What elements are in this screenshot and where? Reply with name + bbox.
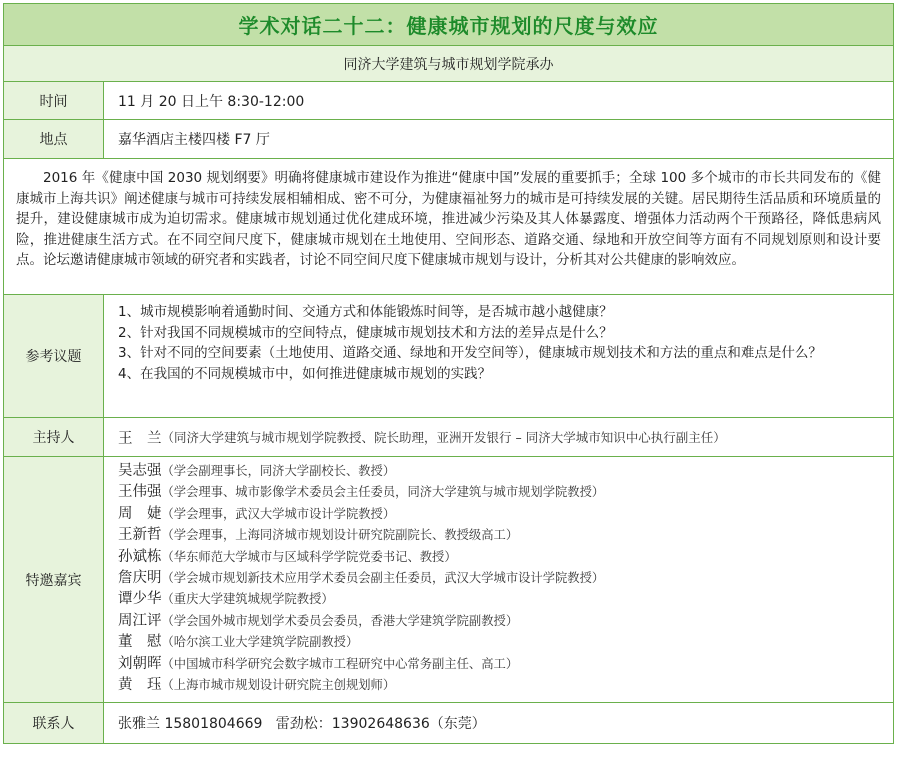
- guest-item: [118, 611, 893, 632]
- guest-item: [118, 675, 893, 696]
- guest-name: 吴志强: [118, 463, 162, 479]
- guest-desc: （上海市城市规划设计研究院主创规划师）: [161, 677, 396, 692]
- guest-name: 王新哲: [118, 527, 162, 544]
- time-row: [4, 82, 893, 120]
- guest-desc: （学会理事、城市影像学术委员会主任委员，同济大学建筑与城市规划学院教授）: [161, 485, 605, 500]
- guest-desc: （学会城市规划新技术应用学术委员会副主任委员，武汉大学城市设计学院教授）: [161, 570, 605, 585]
- guest-desc: （中国城市科学研究会数字城市工程研究中心常务副主任、高工）: [161, 656, 519, 671]
- topic-item: 2、针对我国不同规模城市的空间特点，健康城市规划技术和方法的差异点是什么？: [118, 324, 613, 341]
- guest-desc: （重庆大学建筑城规学院教授）: [161, 592, 334, 607]
- guest-name: 谭少华: [118, 591, 162, 608]
- topics-list: [104, 295, 893, 417]
- contact-label: 联系人: [4, 703, 104, 743]
- guest-name: 周江评: [118, 612, 162, 629]
- guest-item: [118, 654, 893, 675]
- guest-desc: （学会理事，武汉大学城市设计学院教授）: [161, 506, 396, 521]
- guest-desc: （华东师范大学城市与区域科学学院党委书记、教授）: [161, 549, 457, 564]
- place-value: 嘉华酒店主楼四楼 F7 厅: [118, 132, 270, 148]
- guest-item: [118, 461, 893, 482]
- time-value: 11 月 20 日上午 8:30-12:00: [118, 93, 305, 110]
- place-row: [4, 120, 893, 159]
- guest-name: 周 婕: [118, 505, 162, 522]
- topics-label: 参考议题: [4, 295, 104, 417]
- guest-name: 刘朝晖: [118, 655, 162, 672]
- guest-name: 董 慰: [118, 634, 162, 651]
- time-label: 时间: [4, 82, 104, 119]
- guest-desc: （学会副理事长，同济大学副校长、教授）: [161, 464, 396, 478]
- host-label: 主持人: [4, 418, 104, 456]
- topic-item: 3、针对不同的空间要素（土地使用、道路交通、绿地和开发空间等），健康城市规划技术和方法的重点和难点是什么？: [118, 345, 822, 361]
- guests-list: [104, 457, 893, 702]
- title-row: [4, 4, 893, 46]
- organizer-text: 同济大学建筑与城市规划学院承办: [343, 56, 554, 73]
- contact-row: [4, 703, 893, 743]
- page-title: 学术对话二十二：健康城市规划的尺度与效应: [238, 14, 659, 38]
- topics-row: [4, 295, 893, 418]
- guest-item: [118, 504, 893, 525]
- guest-name: 黄 珏: [118, 676, 162, 693]
- topic-item: 1、城市规模影响着通勤时间、交通方式和体能锻炼时间等，是否城市越小越健康？: [118, 304, 613, 320]
- guest-item: [118, 632, 893, 653]
- place-label: 地点: [4, 120, 104, 158]
- organizer-row: [4, 46, 893, 82]
- host-row: [4, 418, 893, 457]
- guest-item: [118, 482, 893, 503]
- guests-label: 特邀嘉宾: [4, 457, 104, 702]
- guest-desc: （哈尔滨工业大学建筑学院副教授）: [161, 635, 359, 650]
- guest-desc: （学会理事，上海同济城市规划设计研究院副院长、教授级高工）: [161, 528, 519, 543]
- guest-item: [118, 589, 893, 610]
- guest-name: 王伟强: [118, 484, 162, 501]
- host-name: 王 兰: [118, 430, 162, 447]
- host-desc: （同济大学建筑与城市规划学院教授、院长助理，亚洲开发银行 – 同济大学城市知识中心执行副主任）: [161, 430, 726, 445]
- guest-item: [118, 525, 893, 546]
- intro-paragraph: 2016 年《健康中国 2030 规划纲要》明确将健康城市建设作为推进“健康中国”发展的重要抓手；全球 100 多个城市的市长共同发布的《健康城市上海共识》阐述健康与城市可持续发展相辅相成、密不可分，为健康福祉努力的城市是可持续发展的关键。居民期待生活品质和环境质量的提升，建设健康城市成为迫切需求。健康城市规划通过优化建成环境，推进减少污染及其人体暴露度、增强体力活动两个干预路径，降低患病风险，推进健康生活方式。在不同空间尺度下，健康城市规划在土地使用、空间形态、道路交通、绿地和开放空间等方面有不同规划原则和设计要点。论坛邀请健康城市领域的研究者和实践者，讨论不同空间尺度下健康城市规划与设计，分析其对公共健康的影响效应。: [4, 159, 893, 295]
- guest-item: [118, 568, 893, 589]
- topic-item: 4、在我国的不同规模城市中，如何推进健康城市规划的实践？: [118, 365, 492, 382]
- guests-row: [4, 457, 893, 703]
- host-value: [104, 418, 893, 456]
- guest-desc: （学会国外城市规划学术委员会委员，香港大学建筑学院副教授）: [161, 613, 519, 628]
- guest-name: 孙斌栋: [118, 548, 162, 565]
- event-table: [3, 3, 894, 744]
- contact-value: 张雅兰 15801804669 雷劲松：13902648636（东莞）: [118, 716, 486, 732]
- guest-name: 詹庆明: [118, 569, 162, 586]
- guest-item: [118, 547, 893, 568]
